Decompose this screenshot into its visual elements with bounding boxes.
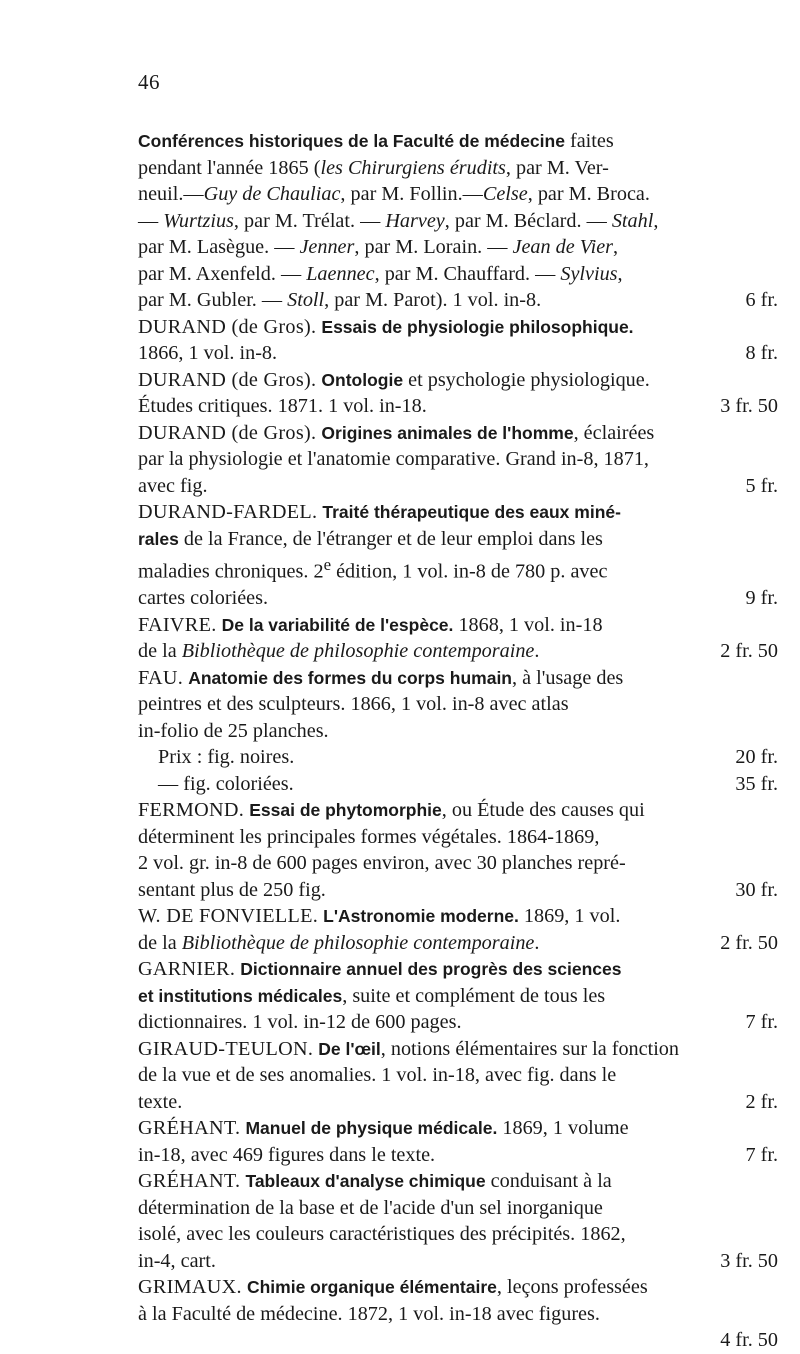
price-label: Prix : fig. noires. (158, 746, 295, 769)
entry-line: cartes coloriées. (138, 587, 269, 610)
catalogue-entry (138, 956, 778, 1036)
price: 2 fr. (745, 1090, 778, 1113)
price-label: — fig. coloriées. (158, 772, 294, 795)
entry-line: isolé, avec les couleurs caractéristiques des précipités. 1862, (138, 1223, 626, 1246)
catalogue-entry (138, 1036, 778, 1116)
catalogue-entry (138, 612, 778, 665)
price: 5 fr. (745, 474, 778, 497)
entry-line: maladies chroniques. 2e édition, 1 vol. in-8 de 780 p. avec (138, 555, 608, 583)
entry-line: GIRAUD-TEULON. De l'œil, notions élémentaires sur la fonction (138, 1037, 679, 1060)
entry-line: déterminent les principales formes végétales. 1864-1869, (138, 825, 600, 848)
price: 2 fr. 50 (720, 640, 778, 663)
price: 4 fr. 50 (720, 1329, 778, 1352)
entry-line: sentant plus de 250 fig. (138, 878, 326, 901)
entry-line: de la vue et de ses anomalies. 1 vol. in-18, avec fig. dans le (138, 1064, 617, 1087)
entry-line: à la Faculté de médecine. 1872, 1 vol. in-18 avec figures. (138, 1302, 600, 1325)
entry-line: de la Bibliothèque de philosophie contemporaine. (138, 931, 540, 954)
entry-line: 2 vol. gr. in-8 de 600 pages environ, avec 30 planches repré- (138, 852, 626, 875)
catalogue-entry (138, 903, 778, 956)
price: 20 fr. (735, 746, 778, 769)
catalogue-entry (138, 420, 778, 500)
entry-last-line (138, 393, 778, 420)
entry-last-line (138, 1248, 778, 1275)
entry-line: DURAND-FARDEL. Traité thérapeutique des eaux miné- (138, 501, 621, 523)
price: 9 fr. (745, 587, 778, 610)
entry-line: Études critiques. 1871. 1 vol. in-18. (138, 395, 427, 417)
entry-line: pendant l'année 1865 (les Chirurgiens érudits, par M. Ver- (138, 156, 609, 179)
entry-line: rales de la France, de l'étranger et de leur emploi dans les (138, 527, 603, 550)
catalogue-entry (138, 665, 778, 798)
entry-line: FAU. Anatomie des formes du corps humain, à l'usage des (138, 666, 624, 689)
entry-line: peintres et des sculpteurs. 1866, 1 vol. in-8 avec atlas (138, 693, 569, 716)
entry-line: — Wurtzius, par M. Trélat. — Harvey, par M. Béclard. — Stahl, (138, 209, 659, 232)
entry-line: par M. Lasègue. — Jenner, par M. Lorain. — Jean de Vier, (138, 236, 619, 258)
catalogue-entry (138, 1115, 778, 1168)
catalogue-entry (138, 367, 778, 420)
entry-line: neuil.—Guy de Chauliac, par M. Follin.—Celse, par M. Broca. (138, 183, 650, 205)
entry-line: par M. Axenfeld. — Laennec, par M. Chauffard. — Sylvius, (138, 262, 623, 285)
entry-line: in-folio de 25 planches. (138, 719, 329, 742)
price: 8 fr. (745, 342, 778, 364)
price-row (158, 744, 778, 771)
price: 2 fr. 50 (720, 931, 778, 954)
entry-line: in-4, cart. (138, 1249, 216, 1272)
catalogue-entry (138, 1274, 778, 1354)
entry-line: W. DE FONVIELLE. L'Astronomie moderne. 1869, 1 vol. (138, 905, 621, 928)
entry-line: GRÉHANT. Tableaux d'analyse chimique conduisant à la (138, 1170, 612, 1193)
entry-last-line (138, 585, 778, 612)
entry-line: FERMOND. Essai de phytomorphie, ou Étude des causes qui (138, 799, 645, 822)
entry-line: FAIVRE. De la variabilité de l'espèce. 1868, 1 vol. in-18 (138, 613, 603, 636)
entry-last-line (138, 1142, 778, 1169)
entry-line: par la physiologie et l'anatomie comparative. Grand in-8, 1871, (138, 448, 649, 470)
price-row (158, 771, 778, 798)
entry-line: de la Bibliothèque de philosophie contemporaine. (138, 640, 540, 663)
catalogue-entry (138, 499, 778, 612)
entry-line: DURAND (de Gros). Essais de physiologie philosophique. (138, 315, 634, 338)
entry-last-line (138, 473, 778, 500)
price: 7 fr. (745, 1011, 778, 1034)
catalogue-entries (138, 128, 778, 1354)
catalogue-entry (138, 128, 778, 314)
entry-last-line (138, 638, 778, 665)
entry-line: GRÉHANT. Manuel de physique médicale. 1869, 1 volume (138, 1117, 629, 1140)
entry-line: par M. Gubler. — Stoll, par M. Parot). 1 vol. in-8. (138, 289, 542, 311)
entry-last-line (138, 877, 778, 904)
price: 6 fr. (745, 289, 778, 311)
entry-line: in-18, avec 469 figures dans le texte. (138, 1143, 436, 1166)
entry-line: DURAND (de Gros). Origines animales de l'homme, éclairées (138, 421, 655, 444)
price: 3 fr. 50 (720, 395, 778, 417)
entry-line: texte. (138, 1090, 183, 1113)
entry-last-line (138, 1009, 778, 1036)
catalogue-entry (138, 314, 778, 367)
entry-line: avec fig. (138, 474, 208, 497)
price: 7 fr. (745, 1143, 778, 1166)
entry-line: Conférences historiques de la Faculté de médecine faites (138, 130, 614, 152)
entry-last-line (138, 287, 778, 314)
entry-last-line (138, 1089, 778, 1116)
entry-line: GARNIER. Dictionnaire annuel des progrès des sciences (138, 958, 622, 981)
entry-line: DURAND (de Gros). Ontologie et psychologie physiologique. (138, 368, 650, 391)
price: 30 fr. (735, 878, 778, 901)
entry-last-line (138, 930, 778, 957)
entry-line: 1866, 1 vol. in-8. (138, 342, 278, 364)
page-number: 46 (138, 70, 160, 94)
entry-line: détermination de la base et de l'acide d'un sel inorganique (138, 1196, 603, 1219)
entry-line: et institutions médicales, suite et complément de tous les (138, 984, 606, 1007)
entry-last-line (158, 1327, 778, 1354)
catalogue-entry (138, 797, 778, 903)
entry-line: GRIMAUX. Chimie organique élémentaire, leçons professées (138, 1276, 648, 1299)
entry-line: dictionnaires. 1 vol. in-12 de 600 pages. (138, 1011, 462, 1034)
price: 35 fr. (735, 772, 778, 795)
catalogue-entry (138, 1168, 778, 1274)
entry-last-line (138, 340, 778, 367)
price: 3 fr. 50 (720, 1249, 778, 1272)
